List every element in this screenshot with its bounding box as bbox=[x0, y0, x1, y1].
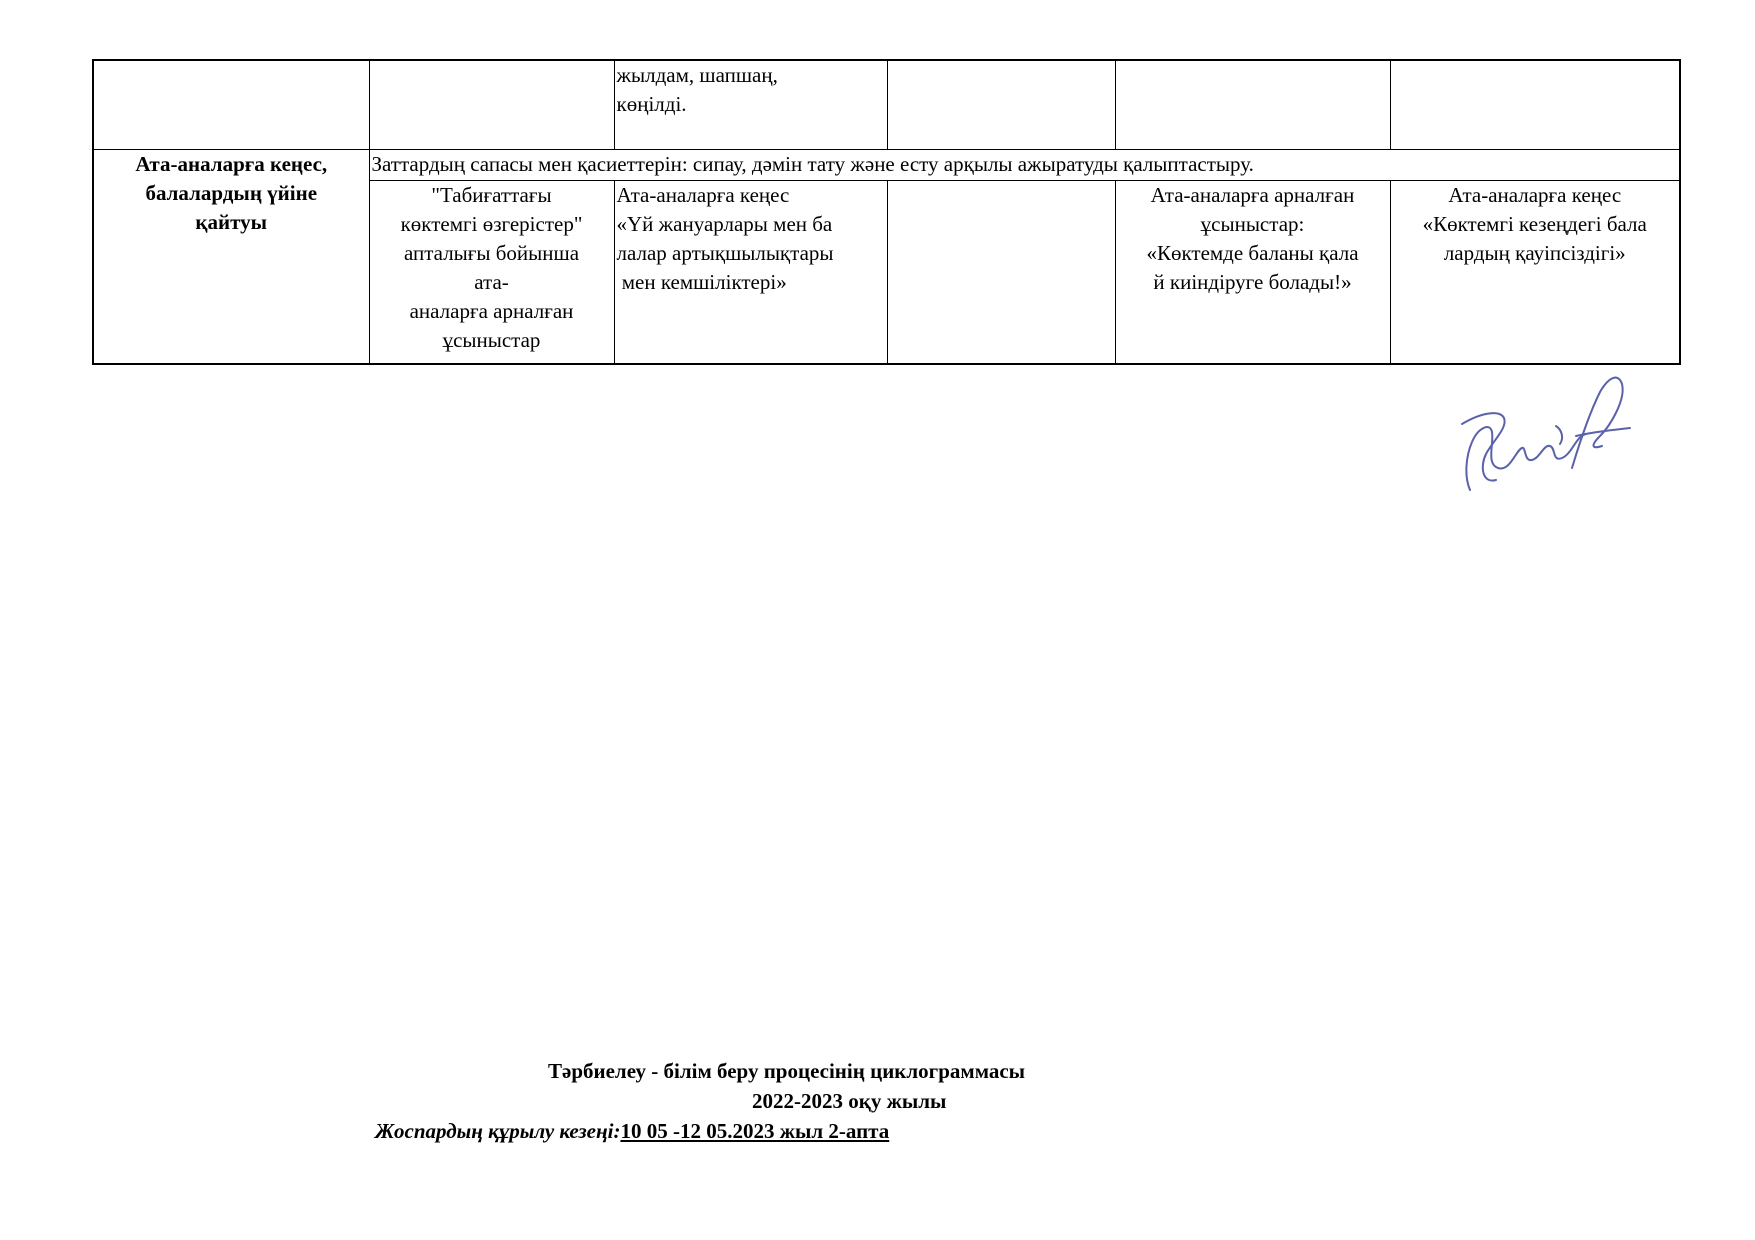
cell-empty-col5 bbox=[1115, 60, 1390, 150]
plan-period bbox=[375, 1119, 889, 1144]
cell-empty-label bbox=[93, 60, 369, 150]
cell-empty-col4 bbox=[887, 60, 1115, 150]
plan-table bbox=[92, 59, 1681, 365]
cell-text-line: «Үй жануарлары мен ба bbox=[616, 212, 833, 236]
cell-text-line: лалар артықшылықтары bbox=[616, 241, 834, 265]
span-goal-cell bbox=[369, 150, 1680, 181]
cell-text-line: көңілді. bbox=[616, 92, 687, 116]
section-label-cell bbox=[93, 150, 369, 365]
cell-text-line: «Көктемгі кезеңдегі бала bbox=[1422, 212, 1647, 236]
cell-text-line: ұсыныстар: bbox=[1200, 212, 1305, 236]
cell-text-line: аналарға арналған bbox=[409, 299, 574, 323]
cell-text-line: «Көктемде баланы қала bbox=[1146, 241, 1359, 265]
cell-text-line: й киіндіруге болады!» bbox=[1153, 270, 1352, 294]
plan-period-value: 10 05 -12 05.2023 жыл 2-апта bbox=[620, 1119, 890, 1143]
cell-bottom-col5 bbox=[1115, 181, 1390, 365]
cell-empty-col6 bbox=[1390, 60, 1680, 150]
cell-text-line: жылдам, шапшаң, bbox=[616, 63, 778, 87]
span-goal-text: Заттардың сапасы мен қасиеттерін: сипау, дәмін тату және есту арқылы ажыратуды қалыптастыру. bbox=[371, 152, 1254, 176]
signature-icon bbox=[1452, 372, 1632, 500]
cell-text-line: ұсыныстар bbox=[442, 328, 541, 352]
cell-bottom-col3 bbox=[614, 181, 887, 365]
cell-bottom-col6 bbox=[1390, 181, 1680, 365]
cell-text-line: Ата-аналарға кеңес bbox=[1448, 183, 1622, 207]
cell-text-line: көктемгі өзгерістер" bbox=[400, 212, 583, 236]
cell-text-line: лардың қауіпсіздігі» bbox=[1443, 241, 1626, 265]
cell-text-line: мен кемшіліктері» bbox=[616, 270, 787, 294]
cell-top-col3 bbox=[614, 60, 887, 150]
cell-empty-col2 bbox=[369, 60, 614, 150]
cell-text-line: Ата-аналарға арналған bbox=[1150, 183, 1355, 207]
cell-bottom-col2 bbox=[369, 181, 614, 365]
academic-year: 2022-2023 оқу жылы bbox=[752, 1089, 947, 1113]
cell-text-line: Ата-аналарға кеңес bbox=[616, 183, 790, 207]
section-label-line: Ата-аналарға кеңес, bbox=[135, 152, 328, 176]
section-label-line: балалардың үйіне bbox=[145, 181, 318, 205]
cell-text-line: "Табиғаттағы bbox=[431, 183, 552, 207]
table-row-continuation bbox=[93, 60, 1680, 150]
plan-period-label: Жоспардың құрылу кезеңі: bbox=[375, 1119, 621, 1143]
document-title: Тәрбиелеу - білім беру процесінің циклограммасы bbox=[548, 1059, 1026, 1083]
section-label-line: қайтуы bbox=[195, 210, 268, 234]
cell-text-line: апталығы бойынша bbox=[403, 241, 580, 265]
cell-bottom-col4-empty bbox=[887, 181, 1115, 365]
table-row-span bbox=[93, 150, 1680, 181]
cell-text-line: ата- bbox=[474, 270, 509, 294]
